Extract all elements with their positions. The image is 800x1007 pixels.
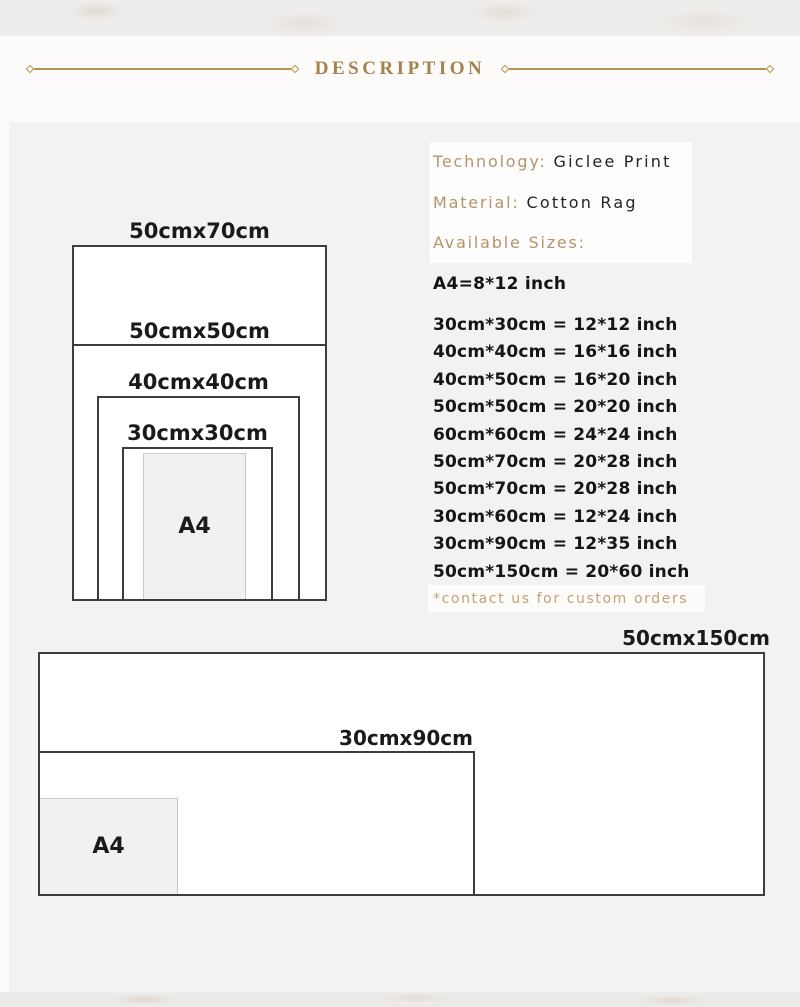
size-row: 50cm*150cm = 20*60 inch — [433, 561, 690, 582]
technology-line — [433, 152, 672, 171]
a4-label: A4 — [92, 834, 125, 859]
size-rect-a4-portrait — [143, 453, 246, 599]
size-row: 30cm*30cm = 12*12 inch — [433, 315, 678, 335]
available-sizes-label: Available Sizes: — [433, 233, 586, 252]
size-row: 40cm*50cm = 16*20 inch — [433, 369, 678, 390]
page-title: DESCRIPTION — [314, 58, 486, 79]
diamond-icon — [766, 65, 774, 73]
size-label-50x150: 50cmx150cm — [622, 626, 770, 650]
size-row: 30cm*90cm = 12*35 inch — [433, 534, 678, 555]
size-rect-a4-landscape — [40, 798, 178, 894]
diamond-icon — [501, 65, 509, 73]
size-row: 60cm*60cm = 24*24 inch — [433, 424, 678, 445]
size-label-40x40: 40cmx40cm — [128, 370, 269, 394]
custom-orders-note: *contact us for custom orders — [433, 590, 689, 607]
size-label-50x70: 50cmx70cm — [129, 219, 270, 243]
size-conversion-list — [433, 312, 690, 586]
title-divider — [0, 57, 800, 81]
material-line — [433, 193, 638, 212]
diamond-icon — [26, 65, 34, 73]
divider-line — [509, 68, 766, 70]
technology-label: Technology: — [433, 152, 547, 171]
description-header — [0, 0, 800, 122]
diamond-icon — [291, 65, 299, 73]
size-label-50x50: 50cmx50cm — [129, 319, 270, 343]
size-label-30x30: 30cmx30cm — [127, 421, 268, 445]
a4-label: A4 — [178, 514, 211, 539]
size-row: 50cm*70cm = 20*28 inch — [433, 452, 678, 473]
technology-value: Giclee Print — [553, 152, 672, 171]
size-rect-50x50-topline — [72, 344, 327, 346]
top-texture-band — [0, 0, 800, 36]
size-row: 50cm*50cm = 20*20 inch — [433, 397, 678, 418]
size-row: 40cm*40cm = 16*16 inch — [433, 342, 678, 363]
custom-orders-strip — [428, 585, 705, 612]
size-row: 30cm*60cm = 12*24 inch — [433, 506, 678, 527]
material-value: Cotton Rag — [526, 193, 638, 212]
size-row: 50cm*70cm = 20*28 inch — [433, 479, 678, 500]
a4-equivalence-note: A4=8*12 inch — [433, 274, 567, 294]
material-label: Material: — [433, 193, 520, 212]
bottom-texture-band — [0, 992, 800, 1007]
available-sizes-line — [433, 233, 586, 252]
divider-line — [34, 68, 291, 70]
size-label-30x90: 30cmx90cm — [339, 726, 473, 750]
